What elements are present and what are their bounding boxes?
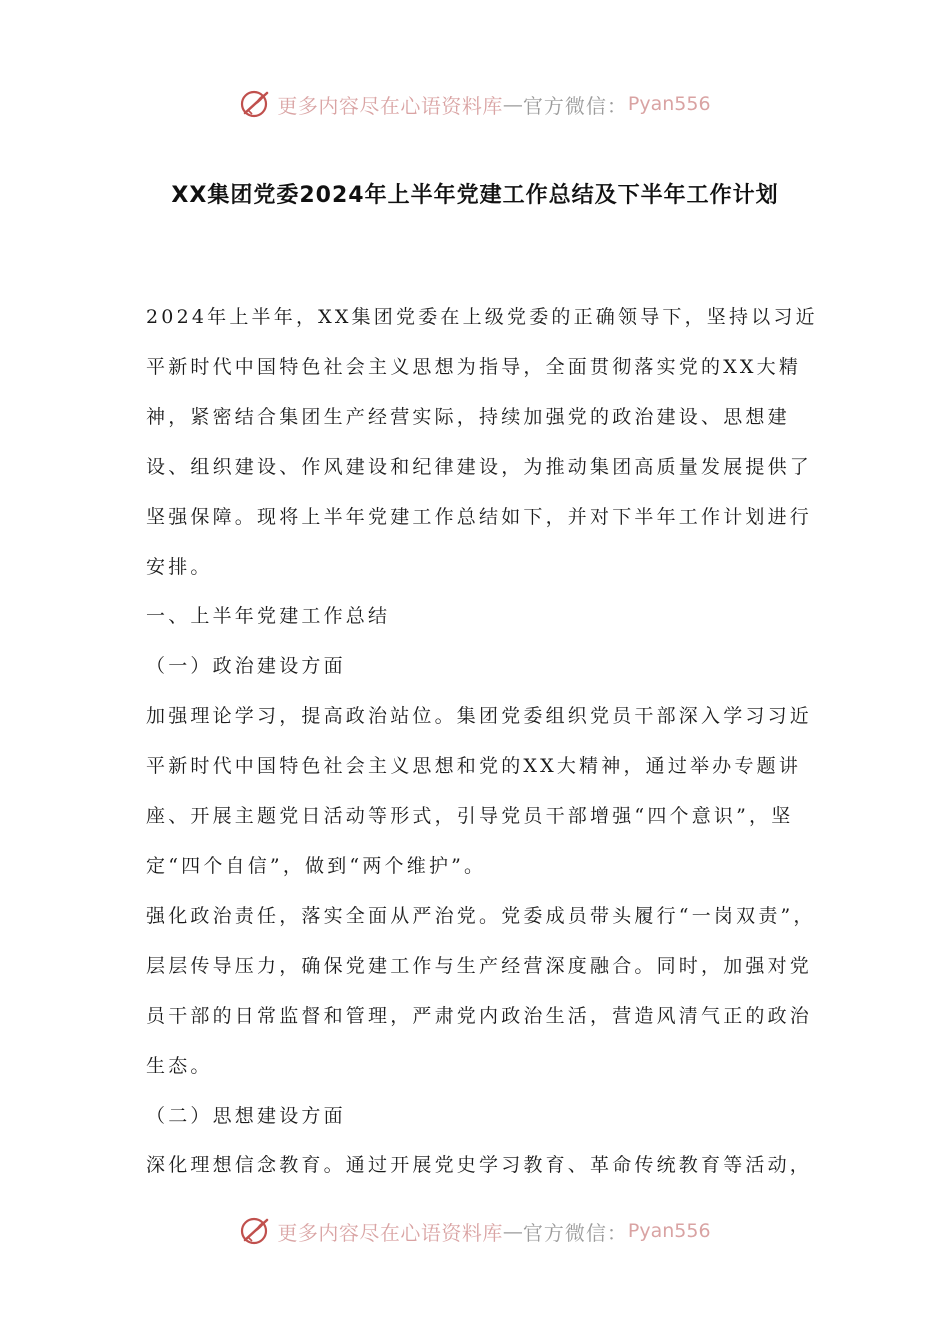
paragraph-ideals-education: 深化理想信念教育。通过开展党史学习教育、革命传统教育等活动，	[146, 1154, 813, 1177]
heading-section-1: 一、上半年党建工作总结	[146, 605, 391, 628]
watermark-wechat-id: Pyan556	[627, 1220, 711, 1242]
watermark-wechat-label: 官方微信：	[522, 1220, 628, 1245]
watermark-separator: —	[502, 92, 523, 116]
paragraph-political-responsibility: 强化政治责任，落实全面从严治党。党委成员带头履行“一岗双责”，层层传导压力，确保党建工作与生产经营深度融合。同时，加强对党员干部的日常监督和管理，严肃党内政治生活，营造风清气正的政治生态。	[146, 904, 816, 1077]
watermark-separator: —	[502, 1219, 523, 1243]
document-body	[146, 293, 826, 1191]
watermark-site-text: 更多内容尽在心语资料库	[277, 1220, 503, 1245]
paragraph-theory-study: 加强理论学习，提高政治站位。集团党委组织党员干部深入学习习近平新时代中国特色社会主义思想和党的XX大精神，通过举办专题讲座、开展主题党日活动等形式，引导党员干部增强“四个意识”，坚定“四个自信”，做到“两个维护”。	[146, 705, 813, 877]
watermark-wechat-label: 官方微信：	[522, 93, 628, 118]
watermark-site-text: 更多内容尽在心语资料库	[277, 93, 503, 118]
paragraph-intro: 2024年上半年，XX集团党委在上级党委的正确领导下，坚持以习近平新时代中国特色社会主义思想为指导，全面贯彻落实党的XX大精神，紧密结合集团生产经营实际，持续加强党的政治建设、思想建设、组织建设、作风建设和纪律建设，为推动集团高质量发展提供了坚强保障。现将上半年党建工作总结如下，并对下半年工作计划进行安排。	[146, 306, 818, 578]
watermark-wechat-id: Pyan556	[627, 93, 711, 115]
heading-subsection-1: （一）政治建设方面	[146, 655, 346, 678]
document-title: XX集团党委2024年上半年党建工作总结及下半年工作计划	[171, 183, 779, 208]
quill-logo-icon	[239, 1214, 273, 1248]
header-watermark	[0, 84, 950, 124]
footer-watermark	[0, 1211, 950, 1251]
quill-logo-icon	[239, 87, 273, 121]
heading-subsection-2: （二）思想建设方面	[146, 1104, 346, 1127]
